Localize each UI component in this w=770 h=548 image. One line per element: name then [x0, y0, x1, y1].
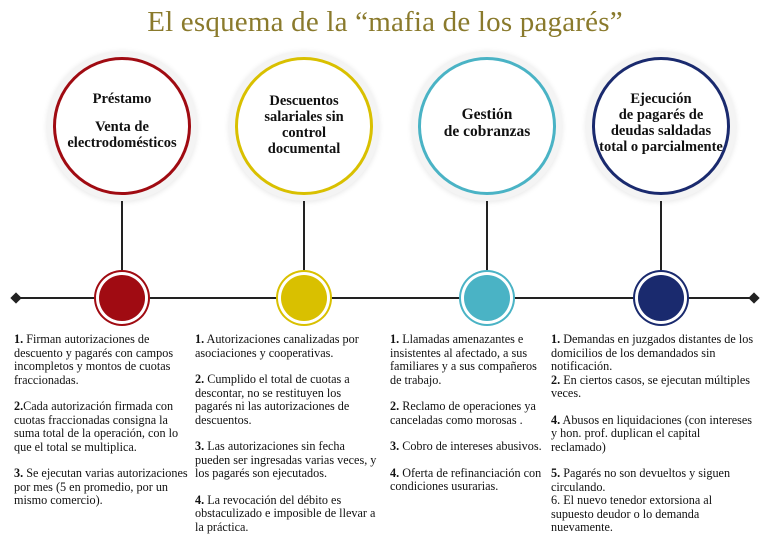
stage-heading: [244, 93, 364, 157]
item-number: 3.: [390, 439, 400, 453]
item-text: En ciertos casos, se ejecutan múltiples veces.: [551, 372, 751, 400]
stage-circle-cobranzas: [418, 57, 556, 195]
list-item: [551, 414, 757, 455]
timeline-dot-ejecucion: [638, 275, 684, 321]
timeline-start-marker: [10, 292, 21, 303]
list-item: [195, 373, 381, 427]
list-item: [390, 440, 550, 454]
page-title: El esquema de la “mafia de los pagarés”: [147, 6, 623, 38]
timeline-dot-descuentos: [281, 275, 327, 321]
item-text: La revocación del débito es obstaculizado e imposible de llevar a la práctica.: [195, 492, 376, 534]
timeline-dot-cobranzas: [464, 275, 510, 321]
item-number: 4.: [551, 412, 561, 427]
item-number: 1.: [390, 332, 400, 346]
item-number: 6.: [551, 493, 561, 507]
item-number: 2.: [195, 372, 205, 386]
item-number: 2.: [390, 399, 400, 413]
list-item: [390, 400, 550, 427]
item-text: Pagarés no son devueltos y siguen circulando.: [551, 466, 731, 494]
item-text: Se ejecutan varias autorizaciones por mes (5 en promedio, por un mismo comercio).: [14, 466, 188, 507]
stage-heading-line: electrodomésticos: [67, 135, 177, 151]
item-text: Cobro de intereses abusivos.: [399, 439, 542, 453]
item-text: Abusos en liquidaciones (con intereses y hon. prof. duplican el capital reclamado): [551, 412, 753, 454]
item-number: 2.: [14, 399, 24, 413]
stage-heading: [62, 91, 182, 151]
item-text: Las autorizaciones sin fecha pueden ser ingresadas varias veces, y los pagarés son ejecutados.: [195, 439, 377, 480]
connector-line: [121, 201, 123, 272]
item-text: Llamadas amenazantes e insistentes al afectado, a sus familiares y a sus compañeros de trabajo.: [390, 332, 537, 387]
item-number: 1.: [551, 332, 561, 346]
item-number: 1.: [195, 332, 205, 346]
stage-circle-ejecucion: [592, 57, 730, 195]
stage-description-cobranzas: [390, 333, 550, 507]
item-text: Oferta de refinanciación con condiciones usurarias.: [390, 465, 542, 493]
list-item: [195, 494, 381, 535]
stage-heading-line: Ejecución: [630, 91, 692, 107]
stage-heading-line: documental: [267, 141, 341, 157]
list-item: [390, 333, 550, 387]
item-number: 4.: [195, 492, 205, 507]
item-number: 3.: [14, 466, 24, 480]
item-text: Demandas en juzgados distantes de los domicilios de los demandados sin notificación.: [551, 332, 754, 373]
list-item: [551, 333, 757, 401]
stage-heading-line: salariales sin: [264, 109, 344, 125]
list-item: [390, 467, 550, 494]
item-text: El nuevo tenedor extorsiona al supuesto deudor o lo demanda nuevamente.: [551, 493, 713, 534]
item-number: 2.: [551, 372, 561, 387]
stage-circle-descuentos: [235, 57, 373, 195]
stage-heading-line: total o parcialmente: [599, 139, 723, 155]
connector-line: [303, 201, 305, 272]
item-number: 1.: [14, 332, 24, 346]
list-item: [551, 467, 757, 535]
timeline-dot-prestamo: [99, 275, 145, 321]
item-number: 5.: [551, 466, 561, 480]
connector-line: [660, 201, 662, 272]
timeline-end-marker: [748, 292, 759, 303]
list-item: [14, 333, 194, 387]
item-number: 4.: [390, 465, 400, 480]
item-text: Cumplido el total de cuotas a descontar, no se restituyen los pagarés ni las autorizaciones de descuentos.: [195, 372, 350, 427]
stage-heading-line: deudas saldadas: [610, 123, 712, 139]
stage-heading-line: control: [281, 125, 327, 141]
connector-line: [486, 201, 488, 272]
stage-heading-line: Gestión: [461, 106, 513, 123]
stage-description-prestamo: [14, 333, 194, 521]
stage-description-descuentos: [195, 333, 381, 547]
item-text: Reclamo de operaciones ya canceladas como morosas .: [390, 399, 536, 427]
list-item: [14, 400, 194, 454]
stage-heading-line: Descuentos: [269, 93, 339, 109]
list-item: [195, 440, 381, 481]
stage-heading-line: Venta de: [95, 119, 149, 135]
stage-heading-line: de cobranzas: [443, 123, 531, 140]
stage-circle-prestamo: [53, 57, 191, 195]
stage-heading: [427, 106, 547, 140]
stage-heading-line: de pagarés de: [618, 107, 704, 123]
item-text: Autorizaciones canalizadas por asociaciones y cooperativas.: [195, 332, 359, 360]
stage-heading: [597, 91, 725, 155]
stage-heading-line: Préstamo: [92, 91, 152, 107]
item-number: 3.: [195, 439, 205, 453]
stage-description-ejecucion: [551, 333, 757, 548]
list-item: [14, 467, 194, 508]
item-text: Firman autorizaciones de descuento y pagarés con campos incompletos y montos de cuotas fraccionadas.: [14, 332, 174, 387]
list-item: [195, 333, 381, 360]
item-text: Cada autorización firmada con cuotas fraccionadas consigna la suma total de la operación, con lo que el total se multiplica.: [14, 399, 179, 454]
